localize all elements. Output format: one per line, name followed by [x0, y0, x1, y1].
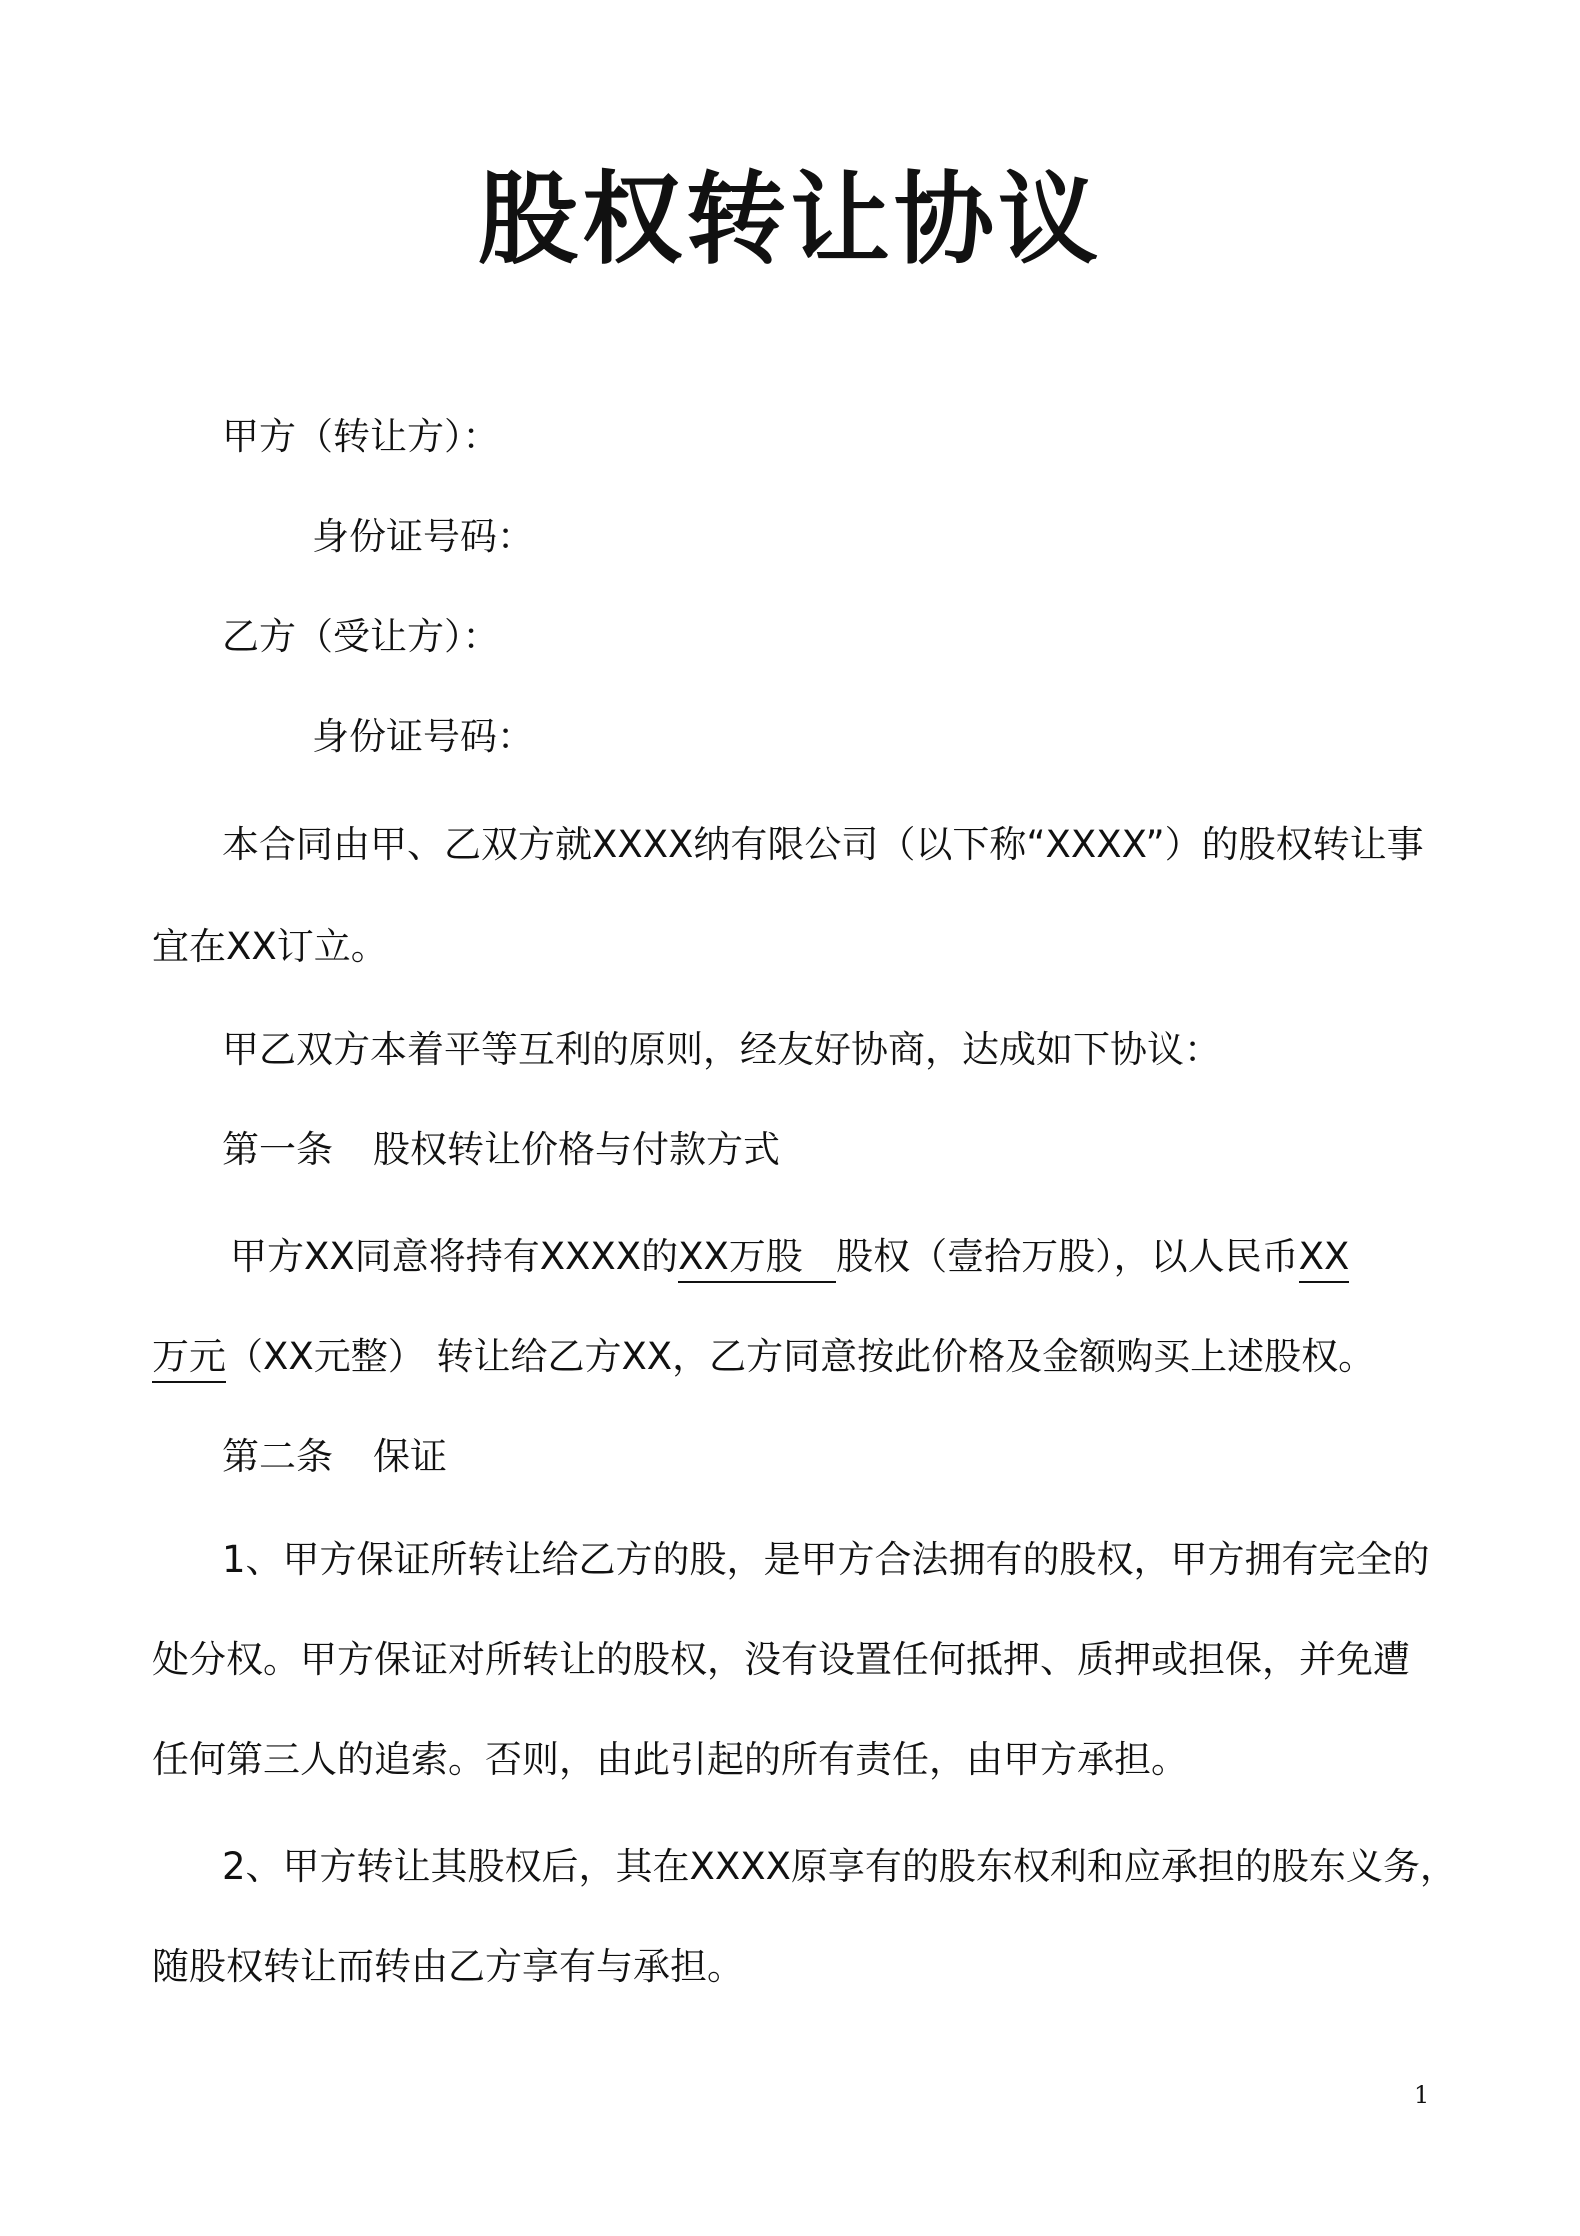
clause-1-line-2: 处分权。甲方保证对所转让的股权，没有设置任何抵押、质押或担保，并免遭	[152, 1638, 1410, 1681]
intro-line-1: 本合同由甲、乙双方就XXXX纳有限公司（以下称“XXXX”）的股权转让事	[222, 823, 1424, 866]
article-1-heading	[222, 1125, 780, 1175]
article-2-number: 第二条	[222, 1435, 333, 1478]
clause-1-line-1: 1、甲方保证所转让给乙方的股，是甲方合法拥有的股权，甲方拥有完全的	[222, 1538, 1430, 1581]
article-1-text-c: （XX元整） 转让给乙方XX，乙方同意按此价格及金额购买上述股权。	[226, 1335, 1376, 1378]
price-amount-field-a: XX	[1299, 1233, 1350, 1283]
article-1-line-1	[230, 1232, 1349, 1283]
article-1-title: 股权转让价格与付款方式	[373, 1128, 780, 1171]
page-number: 1	[1414, 2081, 1430, 2109]
price-amount-field-b: 万元	[152, 1333, 226, 1383]
clause-1-line-3: 任何第三人的追索。否则，由此引起的所有责任，由甲方承担。	[152, 1738, 1188, 1781]
party-a-id-label: 身份证号码：	[312, 515, 534, 558]
document-title: 股权转让协议	[478, 161, 1102, 278]
article-2-heading	[222, 1432, 447, 1482]
article-1-line-2	[152, 1332, 1375, 1383]
intro-line-2: 宜在XX订立。	[152, 925, 388, 968]
party-a-label: 甲方（转让方）：	[222, 415, 500, 458]
article-1-text-b: 股权（壹拾万股），以人民币	[836, 1235, 1299, 1278]
principle-text: 甲乙双方本着平等互利的原则，经友好协商，达成如下协议：	[222, 1028, 1221, 1071]
article-1-text-a: 甲方XX同意将持有XXXX的	[230, 1235, 679, 1278]
party-b-label: 乙方（受让方）：	[222, 615, 500, 658]
party-b-id-label: 身份证号码：	[312, 715, 534, 758]
share-amount-field: XX万股	[678, 1233, 836, 1283]
clause-2-line-2: 随股权转让而转由乙方享有与承担。	[152, 1945, 744, 1988]
clause-2-line-1: 2、甲方转让其股权后，其在XXXX原享有的股东权利和应承担的股东义务，	[222, 1845, 1457, 1888]
article-2-title: 保证	[373, 1435, 447, 1478]
article-1-number: 第一条	[222, 1128, 333, 1171]
